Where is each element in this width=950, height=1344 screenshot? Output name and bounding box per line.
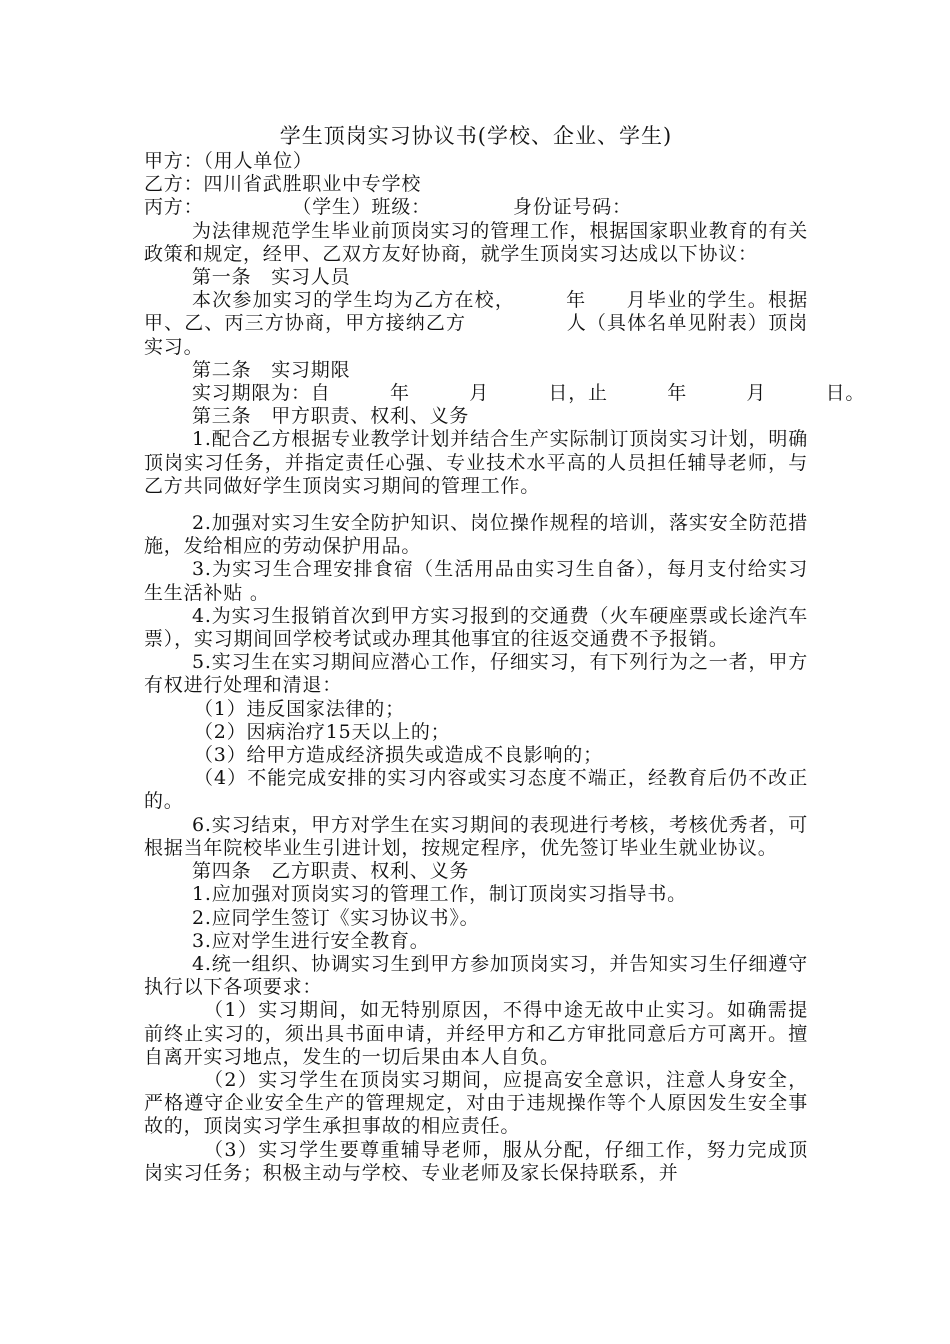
party-c-class-label: （学生）班级： [292, 196, 431, 219]
article-3-sub-item-4: （4）不能完成安排的实习内容或实习态度不端正，经教育后仍不改正的。 [144, 767, 808, 813]
article-4-sub-item-3: （3）实习学生要尊重辅导老师，服从分配，仔细工作，努力完成顶岗实习任务；积极主动与学校、专业老师及家长保持联系，并 [144, 1138, 808, 1184]
party-c [144, 196, 808, 219]
party-b: 乙方：四川省武胜职业中专学校 [144, 173, 422, 196]
article-3-item-1: 1.配合乙方根据专业教学计划并结合生产实际制订顶岗实习计划，明确顶岗实习任务，并指定责任心强、专业技术水平高的人员担任辅导老师，与乙方共同做好学生顶岗实习期间的管理工作。 [144, 428, 808, 497]
article-2-text: 实习期限为：自 年 月 日，止 年 月 日。 [192, 382, 866, 405]
party-c-label: 丙方： [144, 196, 204, 219]
article-4-heading: 第四条 乙方职责、权利、义务 [192, 860, 470, 883]
article-1-heading: 第一条 实习人员 [192, 266, 351, 289]
article-3-item-2: 2.加强对实习生安全防护知识、岗位操作规程的培训，落实安全防范措施，发给相应的劳动保护用品。 [144, 512, 808, 558]
article-4-item-2: 2.应同学生签订《实习协议书》。 [192, 906, 480, 929]
article-4-sub-item-2: （2）实习学生在顶岗实习期间，应提高安全意识，注意人身安全，严格遵守企业安全生产的管理规定，对由于违规操作等个人原因发生安全事故的，顶岗实习学生承担事故的相应责任。 [144, 1068, 808, 1138]
article-3-sub-item-1: （1）违反国家法律的； [194, 697, 405, 720]
article-3-item-6: 6.实习结束，甲方对学生在实习期间的表现进行考核，考核优秀者，可根据当年院校毕业生引进计划，按规定程序，优先签订毕业生就业协议。 [144, 813, 808, 859]
article-4-sub-item-1: （1）实习期间，如无特别原因，不得中途无故中止实习。如确需提前终止实习的，须出具书面申请，并经甲方和乙方审批同意后方可离开。擅自离开实习地点，发生的一切后果由本人自负。 [144, 999, 808, 1068]
article-3-sub-item-3: （3）给甲方造成经济损失或造成不良影响的； [194, 744, 603, 767]
party-a: 甲方：（用人单位） [144, 150, 313, 172]
article-3-item-3: 3.为实习生合理安排食宿（生活用品由实习生自备），每月支付给实习生生活补贴 。 [144, 558, 808, 604]
article-3-sub-item-2: （2）因病治疗15天以上的； [194, 720, 451, 743]
article-3-item-4: 4.为实习生报销首次到甲方实习报到的交通费（火车硬座票或长途汽车票），实习期间回学校考试或办理其他事宜的往返交通费不予报销。 [144, 604, 808, 651]
agreement-document [144, 122, 866, 1185]
article-4-item-4: 4.统一组织、协调实习生到甲方参加顶岗实习，并告知实习生仔细遵守执行以下各项要求： [144, 952, 808, 999]
article-2-heading: 第二条 实习期限 [192, 358, 351, 381]
article-4-item-3: 3.应对学生进行安全教育。 [192, 929, 430, 952]
article-3-item-5: 5.实习生在实习期间应潜心工作，仔细实习，有下列行为之一者，甲方有权进行处理和清退： [144, 651, 808, 697]
document-title: 学生顶岗实习协议书(学校、企业、学生) [279, 124, 673, 148]
article-3-heading: 第三条 甲方职责、权利、义务 [192, 405, 470, 428]
article-1-text: 本次参加实习的学生均为乙方在校， 年 月毕业的学生。根据甲、乙、丙三方协商，甲方接纳乙方 人（具体名单见附表）顶岗实习。 [144, 289, 808, 358]
article-4-item-1: 1.应加强对顶岗实习的管理工作，制订顶岗实习指导书。 [192, 883, 687, 906]
party-c-id-label: 身份证号码： [513, 196, 632, 219]
intro-paragraph: 为法律规范学生毕业前顶岗实习的管理工作，根据国家职业教育的有关政策和规定，经甲、乙双方友好协商，就学生顶岗实习达成以下协议： [144, 219, 808, 265]
